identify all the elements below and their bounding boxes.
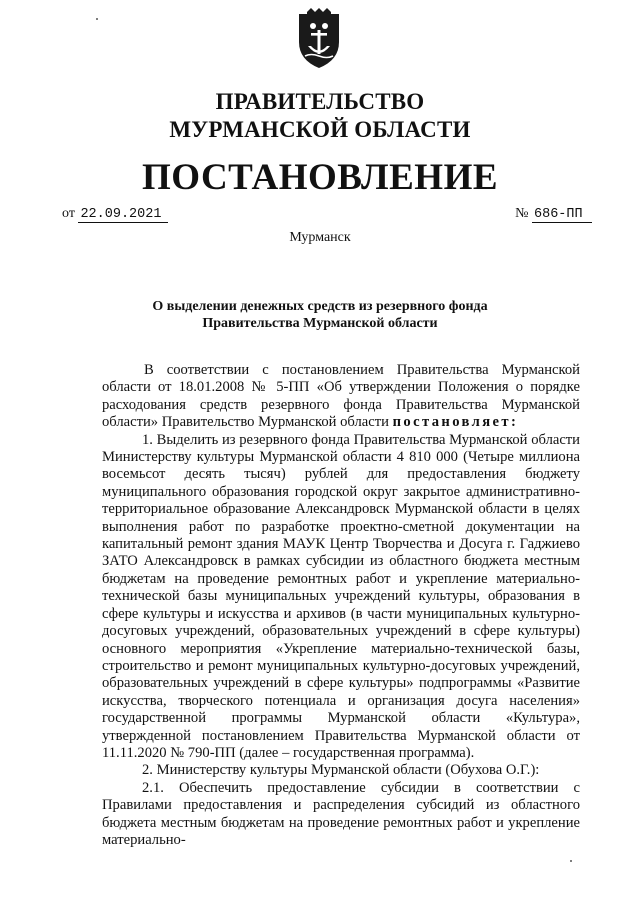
item-2-1-paragraph: 2.1. Обеспечить предоставление субсидии в соответствии с Правилами предоставления и распределения субсидий из областного бюджета местным бюджетам на проведение ремонтных работ и укрепление материально- xyxy=(102,779,580,848)
document-body xyxy=(102,362,580,849)
document-type-title: ПОСТАНОВЛЕНИЕ xyxy=(141,157,499,198)
city-name: Мурманск xyxy=(289,230,351,245)
item-2-paragraph: 2. Министерству культуры Мурманской области (Обухова О.Г.): xyxy=(142,762,540,779)
document-subject xyxy=(0,298,640,332)
preamble-text: В соответствии с постановлением Правительства Мурманской области от 18.01.2008 № 5-ПП «Об утверждении Положения о порядке расходования средств резервного фонда Правительства Мурманской области» Правительство Мурманской области xyxy=(102,362,580,431)
date-value: 22.09.2021 xyxy=(78,207,168,223)
document-number xyxy=(515,206,592,223)
subject-line1: О выделении денежных средств из резервного фонда xyxy=(152,299,488,314)
government-name-line2: МУРМАНСКОЙ ОБЛАСТИ xyxy=(169,117,471,142)
scan-speck xyxy=(96,18,98,20)
subject-line2: Правительства Мурманской области xyxy=(202,316,438,331)
government-name xyxy=(0,88,640,144)
preamble-paragraph xyxy=(102,362,580,432)
document-date xyxy=(62,206,168,223)
scan-speck xyxy=(570,860,572,862)
date-prefix: от xyxy=(62,206,75,221)
item-1-paragraph: 1. Выделить из резервного фонда Правительства Мурманской области Министерству культуры Мурманской области 4 810 000 (Четыре миллиона восемьсот десять тысяч) рублей для предоставления бюджету муниципального образования городской округ закрытое административно-территориальное образование Александровск Мурманской области в целях выполнения работ по разработке проектно-сметной документации на капитальный ремонт здания МАУК Центр Творчества и Досуга г. Гаджиево ЗАТО Александровск в рамках субсидии из областного бюджета местным бюджетам на проведение ремонтных работ и укрепление материально-технической базы муниципальных учреждений культуры, образования в сфере культуры и искусства и архивов (в части муниципальных культурно-досуговых учреждений, образовательных учреждений в сфере культуры) основного мероприятия «Укрепление материально-технической базы, строительство и ремонт муниципальных культурно-досуговых учреждений, образовательных учреждений в сфере культуры» подпрограммы «Развитие искусства, творческого потенциала и организация досуга населения» государственной программы Мурманской области «Культура», утвержденной постановлением Правительства Мурманской области от 11.11.2020 № 790-ПП (далее – государственная программа). xyxy=(102,431,580,761)
number-prefix: № xyxy=(515,206,529,221)
number-value: 686-ПП xyxy=(532,207,592,223)
resolves-keyword: постановляет: xyxy=(392,414,519,431)
government-name-line1: ПРАВИТЕЛЬСТВО xyxy=(215,89,425,114)
coat-of-arms-emblem xyxy=(293,8,345,70)
date-number-row xyxy=(62,206,592,226)
